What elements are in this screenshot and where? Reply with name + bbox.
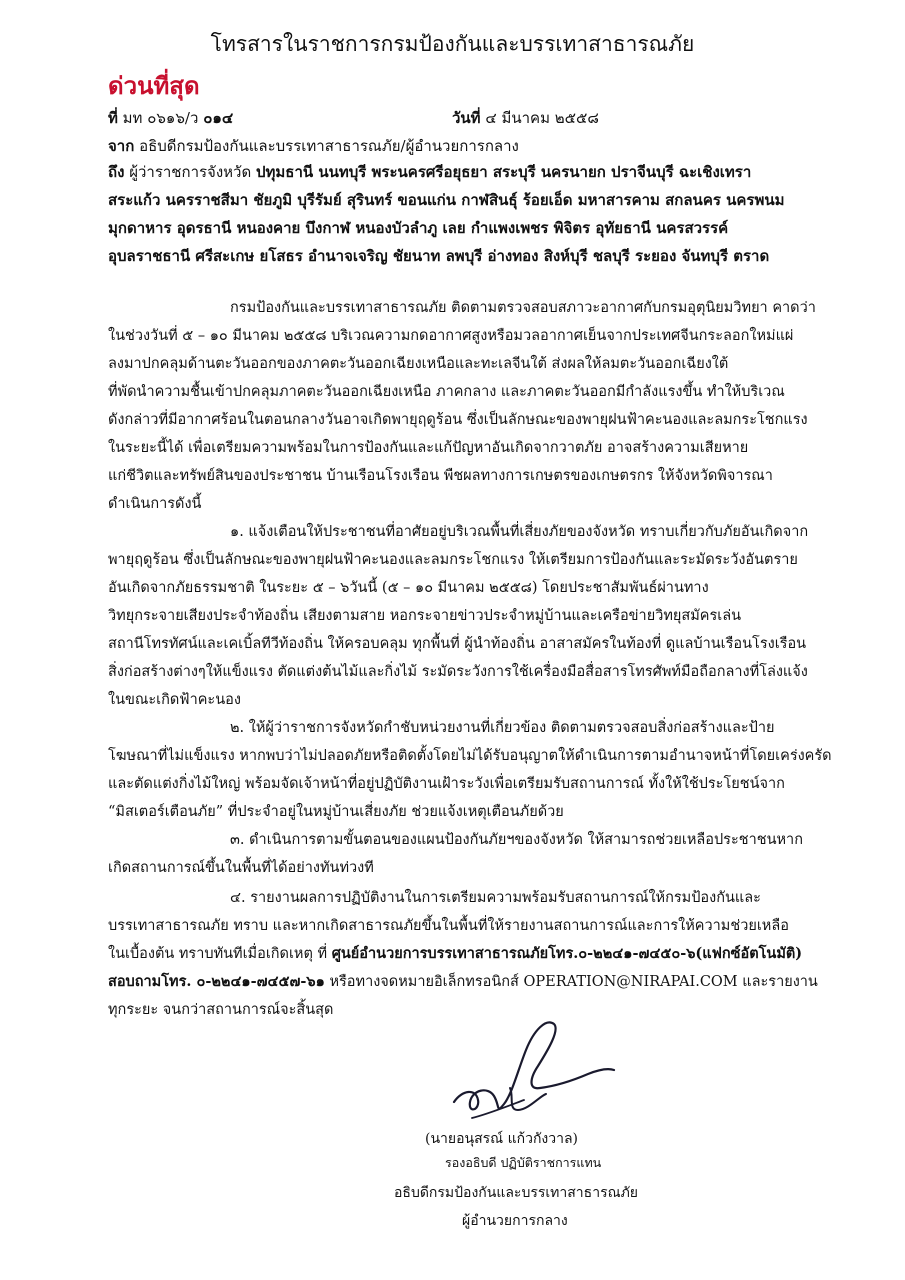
ref-prefix: มท ๐๖๑๖/ว	[122, 109, 199, 127]
item-1-line: ในขณะเกิดฟ้าคะนอง	[108, 692, 241, 708]
item-4-text: ในเบื้องต้น ทราบทันทีเมื่อเกิดเหตุ ที่	[108, 946, 328, 962]
item-4-line: ๔. รายงานผลการปฏิบัติงานในการเตรียมความพร้อมรับสถานการณ์ให้กรมป้องกันและ	[230, 890, 761, 906]
paragraph-line: ในช่วงวันที่ ๕ – ๑๐ มีนาคม ๒๕๕๘ บริเวณความกดอากาศสูงหรือมวลอากาศเย็นจากประเทศจีนกระลอกใหม่แผ่	[108, 328, 794, 344]
ref-label: ที่	[108, 109, 118, 127]
date-label: วันที่	[452, 109, 481, 127]
urgency-label: ด่วนที่สุด	[108, 71, 200, 100]
email-text: หรือทางจดหมายอิเล็กทรอนิกส์ OPERATION@NIRAPAI.COM และรายงาน	[324, 974, 818, 990]
item-4-line	[108, 970, 818, 993]
to-line	[108, 160, 751, 184]
document-date	[452, 106, 599, 130]
to-label: ถึง	[108, 163, 125, 181]
from-line	[108, 134, 519, 158]
item-4-line: บรรเทาสาธารณภัย ทราบ และหากเกิดสาธารณภัยขึ้นในพื้นที่ให้รายงานสถานการณ์และการให้ความช่วยเหลือ	[108, 918, 789, 934]
reference-number	[108, 106, 233, 130]
hotline-center: ศูนย์อำนวยการบรรเทาสาธารณภัยโทร.๐-๒๒๔๑-๗๔๕๐-๖(แฟกซ์อัตโนมัติ)	[331, 945, 803, 962]
item-2-line: โฆษณาที่ไม่แข็งแรง หากพบว่าไม่ปลอดภัยหรือติดตั้งโดยไม่ได้รับอนุญาตให้ดำเนินการตามอำนาจหน้าที่โดยเคร่งครัด	[108, 748, 832, 764]
to-provinces-1: ปทุมธานี นนทบุรี พระนครศรีอยุธยา สระบุรี นครนายก ปราจีนบุรี ฉะเชิงเทรา	[256, 163, 752, 181]
signatory-position: อธิบดีกรมป้องกันและบรรเทาสาธารณภัย	[394, 1185, 639, 1201]
item-3-line: เกิดสถานการณ์ขึ้นในพื้นที่ได้อย่างทันท่วงที	[108, 860, 374, 876]
signatory-acting: รองอธิบดี ปฏิบัติราชการแทน	[445, 1155, 602, 1170]
item-2-line: และตัดแต่งกิ่งไม้ใหญ่ พร้อมจัดเจ้าหน้าที่อยู่ปฏิบัติงานเฝ้าระวังเพื่อเตรียมรับสถานการณ์ ทั้งให้ใช้ประโยชน์จาก	[108, 776, 785, 792]
to-prefix: ผู้ว่าราชการจังหวัด	[129, 163, 252, 181]
paragraph-line: ดำเนินการดังนี้	[108, 496, 202, 512]
paragraph-line: แก่ชีวิตและทรัพย์สินของประชาชน บ้านเรือนโรงเรือน พืชผลทางการเกษตรของเกษตรกร ให้จังหวัดพิจารณา	[108, 468, 773, 484]
paragraph-line: กรมป้องกันและบรรเทาสาธารณภัย ติดตามตรวจสอบสภาวะอากาศกับกรมอุตุนิยมวิทยา คาดว่า	[230, 300, 816, 316]
inquiry-phone: สอบถามโทร. ๐-๒๒๔๑-๗๔๕๗-๖๑	[108, 973, 325, 990]
to-provinces-2: สระแก้ว นครราชสีมา ชัยภูมิ บุรีรัมย์ สุรินทร์ ขอนแก่น กาฬสินธุ์ ร้อยเอ็ด มหาสารคาม สกลนคร นครพนม	[108, 191, 785, 209]
item-2-line: “มิสเตอร์เตือนภัย” ที่ประจำอยู่ในหมู่บ้านเสี่ยงภัย ช่วยแจ้งเหตุเตือนภัยด้วย	[108, 804, 564, 820]
paragraph-line: ที่พัดนำความชื้นเข้าปกคลุมภาคตะวันออกเฉียงเหนือ ภาคกลาง และภาคตะวันออกมีกำลังแรงขึ้น ทำให้บริเวณ	[108, 384, 785, 400]
paragraph-line: ดังกล่าวที่มีอากาศร้อนในตอนกลางวันอาจเกิดพายุฤดูร้อน ซึ่งเป็นลักษณะของพายุฝนฟ้าคะนองและลมกระโชกแรง	[108, 412, 808, 428]
item-1-line: สิ่งก่อสร้างต่างๆให้แข็งแรง ตัดแต่งต้นไม้และกิ่งไม้ ระมัดระวังการใช้เครื่องมือสื่อสารโทรศัพท์มือถือกลางที่โล่งแจ้ง	[108, 664, 808, 680]
handwritten-signature	[448, 1010, 618, 1120]
paragraph-line: ในระยะนี้ได้ เพื่อเตรียมความพร้อมในการป้องกันและแก้ปัญหาอันเกิดจากวาตภัย อาจสร้างความเสียหาย	[108, 440, 749, 456]
from-label: จาก	[108, 137, 135, 155]
item-1-line: พายุฤดูร้อน ซึ่งเป็นลักษณะของพายุฝนฟ้าคะนองและลมกระโชกแรง ให้เตรียมการป้องกันและระมัดระวังอันตราย	[108, 552, 798, 568]
item-4-line: ทุกระยะ จนกว่าสถานการณ์จะสิ้นสุด	[108, 1002, 334, 1018]
item-4-line	[108, 942, 803, 965]
signatory-name: (นายอนุสรณ์ แก้วกังวาล)	[425, 1131, 579, 1147]
to-provinces-4: อุบลราชธานี ศรีสะเกษ ยโสธร อำนาจเจริญ ชัยนาท ลพบุรี อ่างทอง สิงห์บุรี ชลบุรี ระยอง จันทบุรี ตราด	[108, 247, 770, 265]
signatory-position-2: ผู้อำนวยการกลาง	[462, 1213, 568, 1229]
item-1-line: สถานีโทรทัศน์และเคเบิ้ลทีวีท้องถิ่น ให้ครอบคลุม ทุกพื้นที่ ผู้นำท้องถิ่น อาสาสมัครในท้องที่ ดูแลบ้านเรือนโรงเรือน	[108, 636, 807, 652]
item-3-line: ๓. ดำเนินการตามขั้นตอนของแผนป้องกันภัยฯของจังหวัด ให้สามารถช่วยเหลือประชาชนหาก	[230, 832, 803, 848]
item-2-line: ๒. ให้ผู้ว่าราชการจังหวัดกำชับหน่วยงานที่เกี่ยวข้อง ติดตามตรวจสอบสิ่งก่อสร้างและป้าย	[230, 720, 775, 736]
document-title: โทรสารในราชการกรมป้องกันและบรรเทาสาธารณภัย	[210, 32, 695, 56]
item-1-line: ๑. แจ้งเตือนให้ประชาชนที่อาศัยอยู่บริเวณพื้นที่เสี่ยงภัยของจังหวัด ทราบเกี่ยวกับภัยอันเกิดจาก	[230, 524, 809, 540]
ref-number: ๐๑๔	[203, 109, 234, 127]
item-1-line: วิทยุกระจายเสียงประจำท้องถิ่น เสียงตามสาย หอกระจายข่าวประจำหมู่บ้านและเครือข่ายวิทยุสมัครเล่น	[108, 608, 742, 624]
paragraph-line: ลงมาปกคลุมด้านตะวันออกของภาคตะวันออกเฉียงเหนือและทะเลจีนใต้ ส่งผลให้ลมตะวันออกเฉียงใต้	[108, 356, 729, 372]
date-value: ๔ มีนาคม ๒๕๕๘	[485, 109, 599, 127]
item-1-line: อันเกิดจากภัยธรรมชาติ ในระยะ ๕ – ๖วันนี้ (๕ – ๑๐ มีนาคม ๒๕๕๘) โดยประชาสัมพันธ์ผ่านทาง	[108, 580, 709, 596]
from-text: อธิบดีกรมป้องกันและบรรเทาสาธารณภัย/ผู้อำนวยการกลาง	[139, 137, 519, 155]
to-provinces-3: มุกดาหาร อุดรธานี หนองคาย บึงกาฬ หนองบัวลำภู เลย กำแพงเพชร พิจิตร อุทัยธานี นครสวรรค์	[108, 219, 729, 237]
